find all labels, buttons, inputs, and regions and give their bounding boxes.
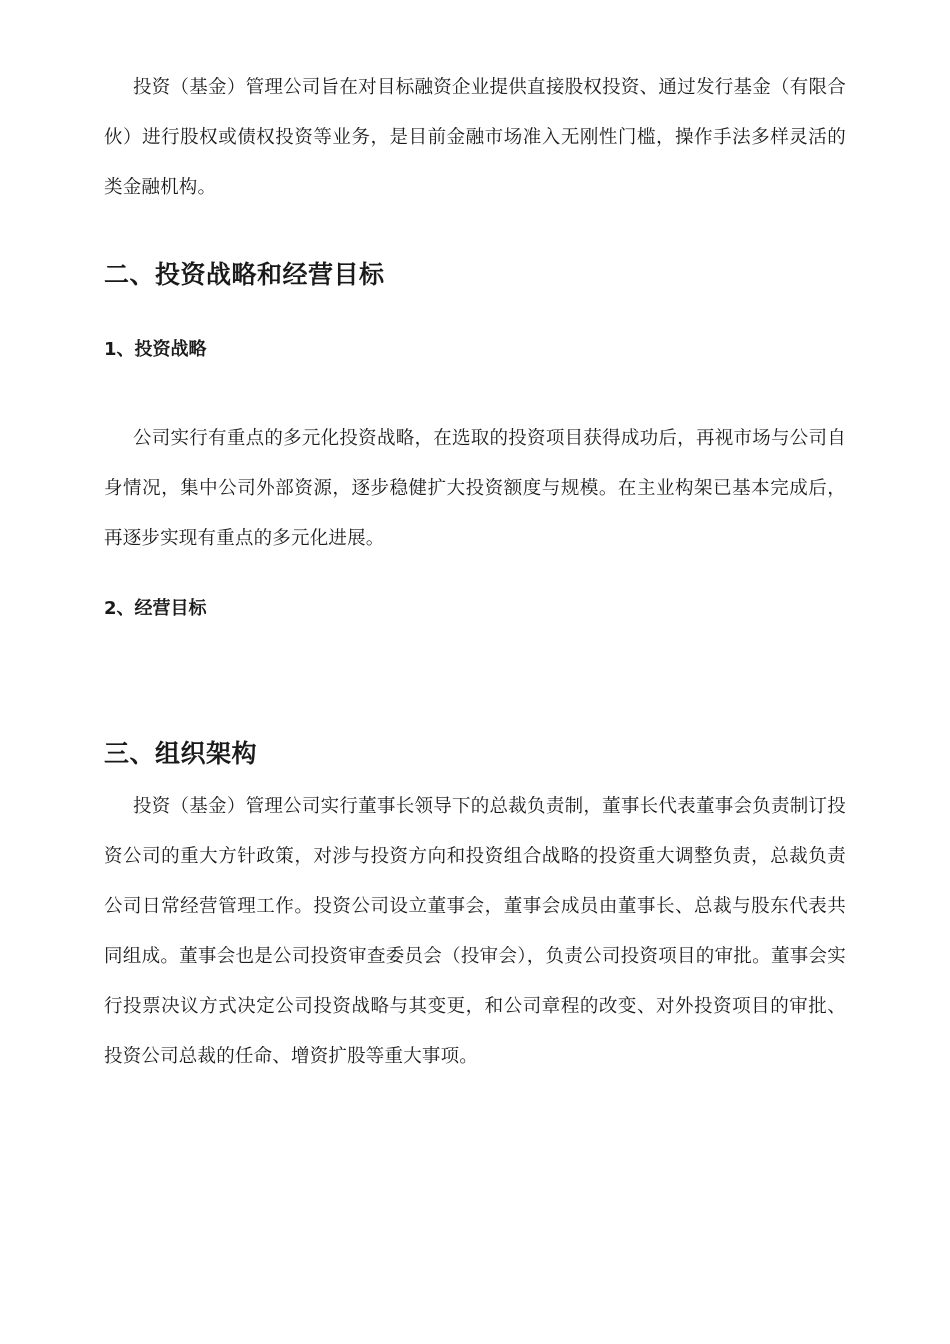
intro-paragraph: 投资（基金）管理公司旨在对目标融资企业提供直接股权投资、通过发行基金（有限合伙）进行股权或债权投资等业务，是目前金融市场准入无刚性门槛，操作手法多样灵活的类金融机构。 <box>104 77 846 198</box>
subsection-business-goals-heading: 2、经营目标 <box>104 598 207 619</box>
section-3-heading: 三、组织架构 <box>104 739 258 768</box>
investment-strategy-paragraph: 公司实行有重点的多元化投资战略，在选取的投资项目获得成功后，再视市场与公司自身情况，集中公司外部资源，逐步稳健扩大投资额度与规模。在主业构架已基本完成后，再逐步实现有重点的多元化进展。 <box>104 428 846 549</box>
section-2-heading: 二、投资战略和经营目标 <box>104 260 385 289</box>
subsection-investment-strategy-heading: 1、投资战略 <box>104 339 207 360</box>
organization-paragraph: 投资（基金）管理公司实行董事长领导下的总裁负责制，董事长代表董事会负责制订投资公司的重大方针政策，对涉与投资方向和投资组合战略的投资重大调整负责，总裁负责公司日常经营管理工作。投资公司设立董事会，董事会成员由董事长、总裁与股东代表共同组成。董事会也是公司投资审查委员会（投审会），负责公司投资项目的审批。董事会实行投票决议方式决定公司投资战略与其变更，和公司章程的改变、对外投资项目的审批、投资公司总裁的任命、增资扩股等重大事项。 <box>104 796 846 1067</box>
